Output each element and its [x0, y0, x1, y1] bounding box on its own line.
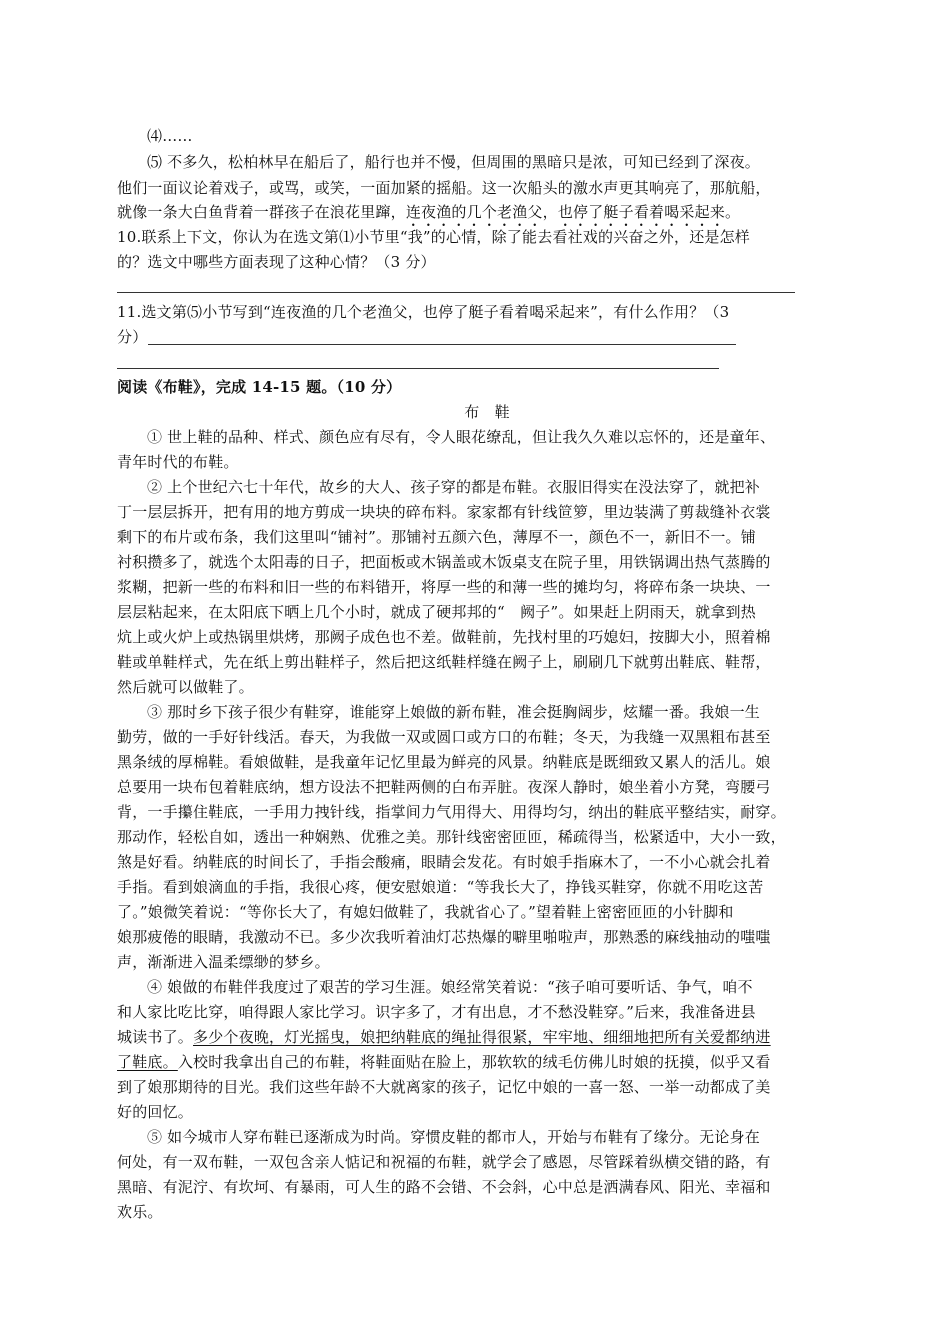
- paragraph-line: 鞋或单鞋样式，先在纸上剪出鞋样子，然后把这纸鞋样缝在阙子上，刷刷几下就剪出鞋底、鞋帮，: [117, 653, 771, 671]
- paragraph-line: 煞是好看。纳鞋底的时间长了，手指会酸痛，眼睛会发花。有时娘手指麻木了，一不小心就会扎着: [117, 853, 771, 871]
- paragraph-line: 丁一层层拆开，把有用的地方剪成一块块的碎布料。家家都有针线笸箩，里边装满了剪裁缝补衣裳: [117, 503, 771, 521]
- question-10: 10.联系上下文，你认为在选文第⑴小节里“我”的心情，除了能去看社戏的兴奋之外，还是怎样: [117, 228, 750, 246]
- paragraph-5-line: ⑸ 不多久，松柏林早在船后了，船行也并不慢，但周围的黑暗只是浓，可知已经到了深夜。: [147, 153, 760, 171]
- paragraph-line: 了。”娘微笑着说：“等你长大了，有媳妇做鞋了，我就省心了。”望着鞋上密密匝匝的小针脚和: [117, 903, 734, 921]
- paragraph-line: 层层粘起来，在太阳底下晒上几个小时，就成了硬邦邦的“ 阙子”。如果赶上阴雨天，就拿到热: [117, 603, 756, 621]
- dotted-emphasis-text: 连夜渔的几个老渔父，也停了艇子看着喝采起来: [405, 203, 726, 221]
- paragraph-line: 手指。看到娘滴血的手指，我很心疼，便安慰娘道：“等我长大了，挣钱买鞋穿，你就不用吃这苦: [117, 878, 764, 896]
- paragraph-line: 浆糊，把新一些的布料和旧一些的布料错开，将厚一些的和薄一些的摊均匀，将碎布条一块块、一: [117, 578, 771, 596]
- paragraph-line: 黑条绒的厚棉鞋。看娘做鞋，是我童年记忆里最为鲜亮的风景。纳鞋底是既细致又累人的活儿。娘: [117, 753, 771, 771]
- paragraph-5-text: 就像一条大白鱼背着一群孩子在浪花里蹿，: [117, 203, 406, 221]
- paragraph-5-text: 。: [725, 203, 741, 221]
- paragraph-line: 然后就可以做鞋了。: [117, 678, 254, 696]
- paragraph-line: 到了娘那期待的目光。我们这些年龄不大就离家的孩子，记忆中娘的一喜一怒、一举一动都成了美: [117, 1078, 771, 1096]
- paragraph-line: 黑暗、有泥泞、有坎坷、有暴雨，可人生的路不会错、不会斜，心中总是洒满春风、阳光、幸福和: [117, 1178, 771, 1196]
- paragraph-line: 背，一手攥住鞋底，一手用力拽针线，指掌间力气用得大、用得均匀，纳出的鞋底平整结实，耐穿。: [117, 803, 786, 821]
- answer-line[interactable]: [117, 292, 795, 293]
- paragraph-line: 和人家比吃比穿，咱得跟人家比学习。识字多了，才有出息，才不愁没鞋穿。”后来，我准备进县: [117, 1003, 756, 1021]
- paragraph-line: 声，渐渐进入温柔缥缈的梦乡。: [117, 953, 330, 971]
- paragraph-line: ⑤ 如今城市人穿布鞋已逐渐成为时尚。穿惯皮鞋的都市人，开始与布鞋有了缘分。无论身在: [147, 1128, 760, 1146]
- paragraph-line: ② 上个世纪六七十年代，故乡的大人、孩子穿的都是布鞋。衣服旧得实在没法穿了，就把补: [147, 478, 760, 496]
- paragraph-line: ④ 娘做的布鞋伴我度过了艰苦的学习生涯。娘经常笑着说：“孩子咱可要听话、争气，咱不: [147, 978, 753, 996]
- section-heading: 阅读《布鞋》，完成 14-15 题。（10 分）: [117, 378, 402, 396]
- paragraph-line: ① 世上鞋的品种、样式、颜色应有尽有，令人眼花缭乱，但让我久久难以忘怀的，还是童年、: [147, 428, 776, 446]
- paragraph-line: 剩下的布片或布条，我们这里叫“铺衬”。那铺衬五颜六色，薄厚不一，颜色不一，新旧不一。铺: [117, 528, 756, 546]
- paragraph-line: 勤劳，做的一手好针线活。春天，为我做一双或圆口或方口的布鞋；冬天，为我缝一双黑粗布甚至: [117, 728, 771, 746]
- underlined-sentence: 了鞋底。: [117, 1053, 178, 1071]
- paragraph-line: 欢乐。: [117, 1203, 163, 1221]
- question-11: 分）: [117, 328, 148, 346]
- paragraph-line: 好的回忆。: [117, 1103, 194, 1121]
- paragraph-line: 总要用一块布包着鞋底纳，想方设法不把鞋两侧的白布弄脏。夜深人静时，娘坐着小方凳，弯腰弓: [117, 778, 771, 796]
- paragraph-line: 炕上或火炉上或热锅里烘烤，那阙子成色也不差。做鞋前，先找村里的巧媳妇，按脚大小，照着棉: [117, 628, 771, 646]
- paragraph-line: 衬积攒多了，就选个太阳毒的日子，把面板或木锅盖或木饭桌支在院子里，用铁锅调出热气蒸腾的: [117, 553, 771, 571]
- paragraph-line: 娘那疲倦的眼睛，我激动不已。多少次我听着油灯芯热爆的噼里啪啦声，那熟悉的麻线抽动的嗤嗤: [117, 928, 771, 946]
- paragraph-text: 城读书了。: [117, 1028, 194, 1046]
- paragraph-line: [117, 1025, 857, 1049]
- paragraph-line: ③ 那时乡下孩子很少有鞋穿，谁能穿上娘做的新布鞋，准会挺胸阔步，炫耀一番。我娘一生: [147, 703, 760, 721]
- paragraph-line: 青年时代的布鞋。: [117, 453, 239, 471]
- underlined-sentence: 多少个夜晚，灯光摇曳，娘把纳鞋底的绳扯得很紧，牢牢地、细细地把所有关爱都纳进: [193, 1028, 771, 1046]
- paragraph-line: 那动作，轻松自如，透出一种娴熟、优雅之美。那针线密密匝匝，稀疏得当，松紧适中，大小一致，: [117, 828, 786, 846]
- question-10: 的？选文中哪些方面表现了这种心情？（3 分）: [117, 253, 436, 271]
- paragraph-text: 入校时我拿出自己的布鞋，将鞋面贴在脸上，那软软的绒毛仿佛儿时娘的抚摸，似乎又看: [177, 1053, 771, 1071]
- answer-line[interactable]: [117, 368, 719, 369]
- passage-title: 布 鞋: [464, 403, 510, 421]
- paragraph-line: [117, 1050, 857, 1074]
- paragraph-4: ⑷……: [147, 127, 193, 145]
- answer-line[interactable]: [148, 344, 736, 345]
- paragraph-5-line: 他们一面议论着戏子，或骂，或笑，一面加紧的摇船。这一次船头的激水声更其响亮了，那航船，: [117, 179, 771, 197]
- question-11: 11.选文第⑸小节写到“连夜渔的几个老渔父，也停了艇子看着喝采起来”，有什么作用？（3: [117, 303, 730, 321]
- paragraph-line: 何处，有一双布鞋，一双包含亲人惦记和祝福的布鞋，就学会了感恩，尽管踩着纵横交错的路，有: [117, 1153, 771, 1171]
